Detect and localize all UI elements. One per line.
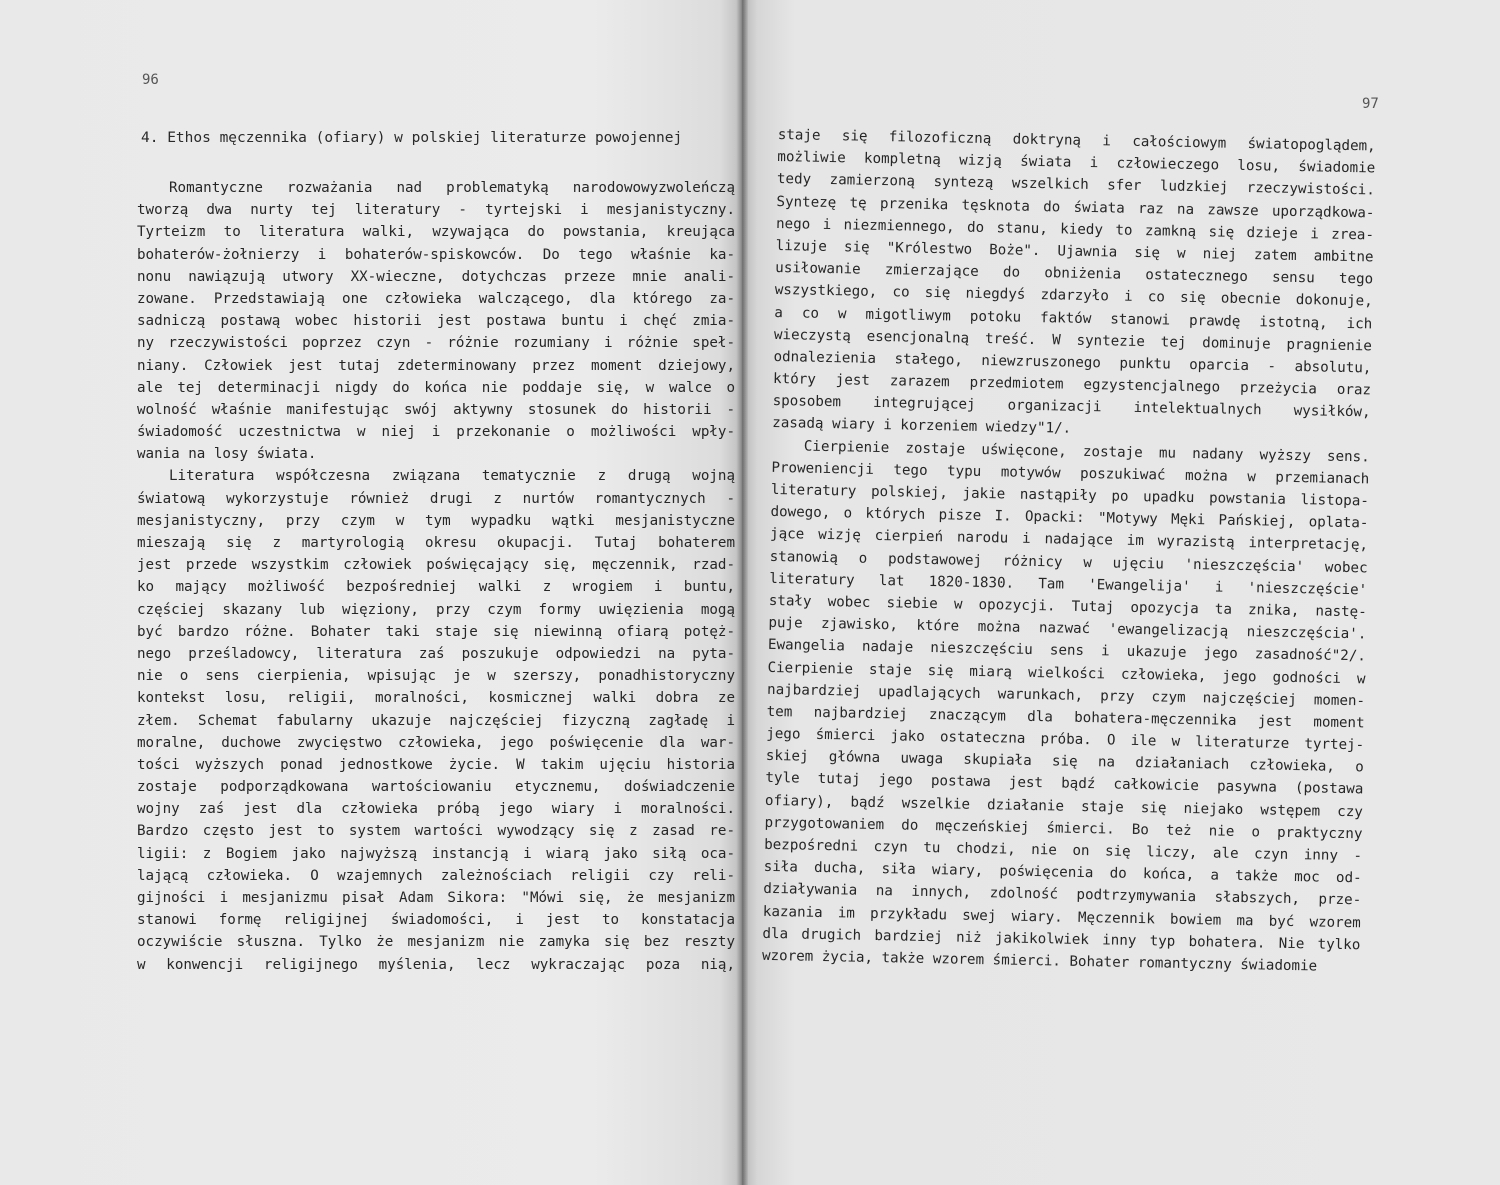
- text-line: stanowi formę religijnej świadomości, i jest to konstatacja: [137, 912, 735, 929]
- text-line: światową wykorzystuje również drugi z nurtów romantycznych -: [137, 490, 735, 507]
- text-line: tości wyższych ponad jednostkowe życie. W takim ujęciu historia: [137, 756, 735, 773]
- text-line: ko mający możliwość bezpośredniej walki z wrogiem i buntu,: [137, 579, 735, 596]
- text-line: staje się filozoficzną doktryną i całościowym światopoglądem,: [777, 126, 1376, 155]
- text-line: ale tej determinacji nigdy do końca nie poddaje się, w walce o: [137, 379, 735, 396]
- text-line: Tyrteizm to literatura walki, wzywająca do powstania, kreująca: [137, 224, 735, 241]
- text-line: Syntezę tę przenika tęsknota do świata raz na zawsze uporządkowa-: [776, 193, 1375, 222]
- text-line: tyle tutaj jego postawa jest bądź całkowicie pasywna (postawa: [765, 770, 1364, 798]
- text-line: a co w migotliwym potoku faktów stanowi prawdę istotną, ich: [774, 304, 1373, 332]
- text-line: nego i niezmiennego, do stanu, kiedy to zamkną się dzieje i zrea-: [775, 215, 1375, 244]
- text-line: moralne, duchowe zwycięstwo człowieka, jego poświęcenie dla war-: [137, 734, 735, 751]
- text-line: Ewangelia nadaje nieszczęściu sens i ukazuje jego zasadność"2/.: [767, 637, 1367, 665]
- text-line: który jest zarazem przedmiotem egzystencjalnego przeżycia oraz: [772, 371, 1372, 399]
- text-line: Proweniencji tego typu motywów poszukiwać można w przemianach: [771, 459, 1370, 488]
- text-line: odnalezienia stałego, niewzruszonego punktu oparcia - absolutu,: [773, 348, 1372, 377]
- text-line: niany. Człowiek jest tutaj zdeterminowany przez moment dziejowy,: [137, 357, 735, 374]
- text-line: zasadą wiary i korzeniem wiedzy"1/.: [772, 415, 1072, 438]
- text-line: wieczystą esencjonalną treść. W syntezie tej dominuje pragnienie: [773, 326, 1372, 355]
- text-line: zostaje podporządkowana wartościowaniu etycznemu, doświadczenie: [137, 779, 735, 796]
- text-line: częściej skazany lub więziony, przy czym formy uwięzienia mogą: [137, 601, 735, 618]
- text-line: wzorem życia, także wzorem śmierci. Bohater romantyczny świadomie: [761, 947, 1318, 975]
- right-page-text: [762, 124, 1376, 978]
- text-line: możliwie kompletną wizją świata i człowieczego losu, świadomie: [777, 149, 1376, 177]
- text-line: Bardzo często jest to system wartości wywodzący się z zasad re-: [137, 823, 735, 840]
- text-line: stanowią o podstawowej różnicy w ujęciu 'nieszczęścia' wobec: [769, 548, 1368, 576]
- text-line: bohaterów-żołnierzy i bohaterów-spiskowców. Do tego właśnie ka-: [137, 246, 735, 263]
- text-line: gijności i mesjanizmu pisał Adam Sikora: "Mówi się, że mesjanizm: [137, 890, 735, 906]
- text-line: nego prześladowcy, literatura zaś poszukuje odpowiedzi na pyta-: [137, 645, 735, 662]
- text-line: wolność właśnie manifestując swój aktywny stosunek do historii -: [137, 401, 735, 418]
- text-line: sadniczą postawą wobec historii jest postawa buntu i chęć zmia-: [137, 313, 735, 330]
- text-line: kazania im przykładu swej wiary. Męczennik bowiem ma być wzorem: [762, 903, 1361, 931]
- text-line: ofiary), bądź wszelkie działanie staje się niejako wstępem czy: [764, 792, 1364, 820]
- text-line: Cierpienie staje się miarą wielkości człowieka, jego godności w: [767, 659, 1366, 687]
- text-line: tworzą dwa nurty tej literatury - tyrtejski i mesjanistyczny.: [137, 202, 735, 219]
- text-line: sposobem integrującej organizacji intelektualnych wysiłków,: [772, 393, 1371, 421]
- text-line: jego śmierci jako ostateczna próba. O ile w literaturze tyrtej-: [766, 725, 1365, 754]
- text-line: wojny zaś jest dla człowieka próbą jego wiary i moralności.: [137, 801, 735, 818]
- section-heading: 4. Ethos męczennika (ofiary) w polskiej literaturze powojennej: [141, 130, 683, 146]
- text-line: tem najbardziej znaczącym dla bohatera-męczennika jest moment: [766, 703, 1365, 732]
- text-line: wania na losy świata.: [137, 446, 317, 463]
- text-line: wszystkiego, co się niegdyś zdarzyło i co się obecnie dokonuje,: [774, 282, 1373, 310]
- text-line: dowego, o których pisze I. Opacki: "Motywy Męki Pańskiej, oplata-: [770, 504, 1369, 532]
- text-line: Romantyczne rozważania nad problematyką narodowowyzwoleńczą: [169, 180, 735, 196]
- text-line: Literatura współczesna związana tematycznie z drugą wojną: [169, 468, 735, 485]
- left-page-text: [137, 177, 735, 976]
- text-line: mieszają się z martyrologią okresu okupacji. Tutaj bohaterem: [137, 535, 735, 551]
- text-line: dla drugich bardziej niż jakikolwiek inny typ bohatera. Nie tylko: [762, 925, 1361, 954]
- text-line: mesjanistyczny, przy czym w tym wypadku wątki mesjanistyczne: [137, 512, 735, 529]
- text-line: stały wobec siebie w opozycji. Tutaj opozycja ta znika, nastę-: [768, 592, 1367, 621]
- text-line: tedy zamierzoną syntezą wszelkich sfer ludzkiej rzeczywistości.: [776, 171, 1375, 199]
- text-line: najbardziej upadlających warunkach, przy czym najczęściej momen-: [766, 681, 1366, 710]
- book-spine: [736, 0, 748, 1185]
- text-line: przygotowaniem do męczeńskiej śmierci. Bo też nie o praktyczny: [764, 814, 1363, 843]
- text-line: skiej główna uwaga skupiała się na działaniach człowieka, o: [765, 748, 1364, 776]
- text-line: być bardzo różne. Bohater taki staje się niewinną ofiarą potęż-: [137, 623, 735, 640]
- text-line: Cierpienie zostaje uświęcone, zostaje mu nadany wyższy sens.: [803, 438, 1370, 466]
- text-line: kontekst losu, religii, moralności, kosmicznej walki dobra ze: [137, 690, 735, 707]
- text-line: ligii: z Bogiem jako najwyższą instancją i wiarą jako siłą oca-: [137, 845, 735, 862]
- text-line: jest przede wszystkim człowiek poświęcający się, męczennik, rzad-: [137, 557, 735, 574]
- text-line: ny rzeczywistości poprzez czyn - różnie rozumiany i różnie speł-: [137, 335, 735, 352]
- text-line: literatury polskiej, jakie nastąpiły po upadku powstania listopa-: [770, 481, 1370, 510]
- text-line: jące wizję cierpień narodu i nadające im wyrazistą interpretację,: [769, 526, 1369, 554]
- text-line: lającą człowieka. O wzajemnych zależnościach religii czy reli-: [137, 867, 735, 884]
- text-line: puje zjawisko, które można nazwać 'ewangelizacją nieszczęścia'.: [768, 615, 1367, 643]
- text-line: nie o sens cierpienia, wpisując je w szerszy, ponadhistoryczny: [137, 668, 735, 685]
- text-line: świadomość uczestnictwa w niej i przekonanie o możliwości wpły-: [137, 424, 735, 441]
- text-line: działywania na innych, zdolność podtrzymywania słabszych, prze-: [763, 881, 1362, 909]
- text-line: literatury lat 1820-1830. Tam 'Ewangelija' i 'nieszczęście': [769, 570, 1368, 599]
- text-line: bezpośredni czyn tu chodzi, nie on się liczy, ale czyn inny -: [764, 836, 1363, 865]
- text-line: zowane. Przedstawiają one człowieka walczącego, dla którego za-: [137, 290, 735, 307]
- text-line: usiłowanie zmierzające do obniżenia ostatecznego sensu tego: [775, 260, 1374, 288]
- text-line: w konwencji religijnego myślenia, lecz wykraczając poza nią,: [137, 956, 735, 973]
- text-line: oczywiście słuszna. Tylko że mesjanizm nie zamyka się bez reszty: [137, 934, 735, 951]
- left-page: [0, 0, 742, 1185]
- page-number-left: 96: [142, 72, 159, 88]
- right-page: [742, 0, 1500, 1185]
- text-line: nonu nawiązują utwory XX-wieczne, dotychczas przeze mnie anali-: [137, 268, 735, 285]
- page-number-right: 97: [1362, 96, 1379, 112]
- text-line: siła ducha, siła wiary, poświęcenia do końca, a także moc od-: [763, 859, 1362, 887]
- text-line: lizuje się "Królestwo Boże". Ujawnia się w niej zatem ambitne: [775, 237, 1374, 266]
- text-line: złem. Schemat fabularny ukazuje najczęściej fizyczną zagładę i: [137, 712, 735, 729]
